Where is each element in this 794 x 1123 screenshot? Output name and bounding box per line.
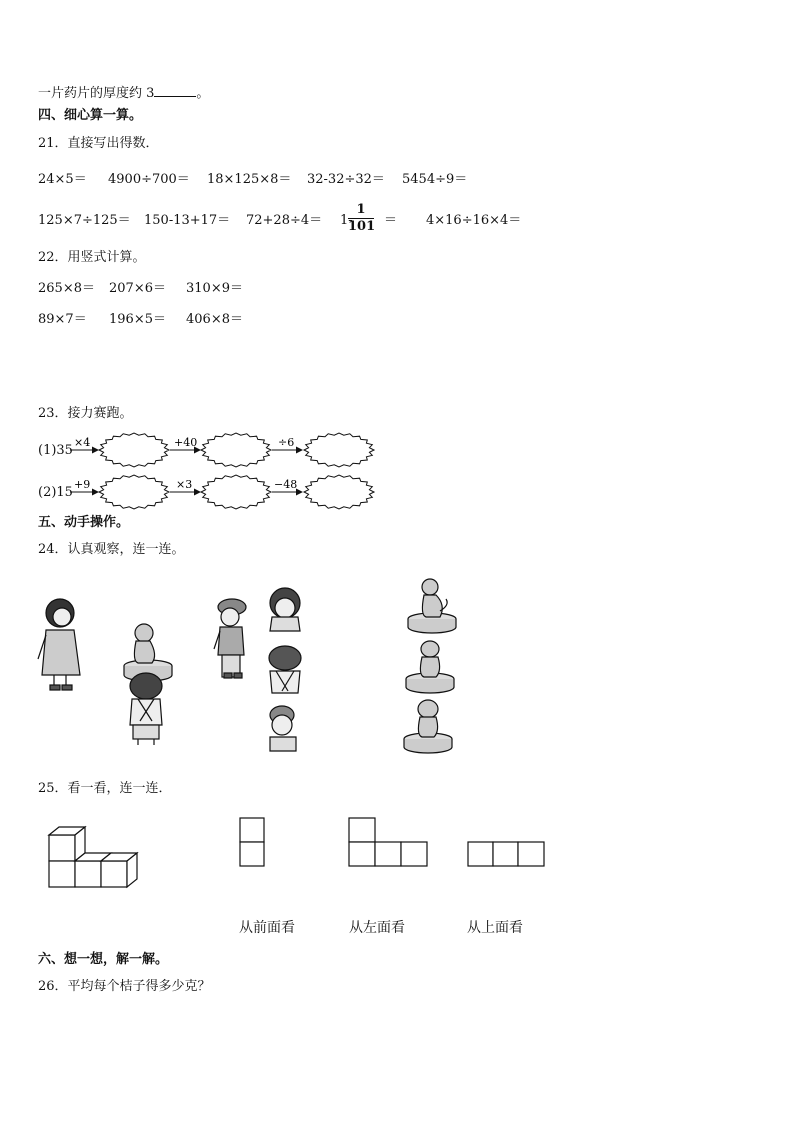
section-6-title: 六、想一想，解一解。 — [38, 952, 169, 967]
label-front-view[interactable]: 从前面看 — [239, 920, 295, 936]
boy-with-cap — [214, 599, 246, 678]
q22-r1-c3: 310×9＝ — [186, 281, 243, 296]
answer-bubble-r2-3[interactable] — [304, 475, 374, 509]
q21-r1-c1: 24×5＝ — [38, 172, 87, 187]
intro-line — [38, 84, 209, 102]
q26-title: 26．平均每个桔子得多少克？ — [38, 979, 211, 994]
op-r1-2: +40 — [174, 436, 198, 449]
q21-r1-c3: 18×125×8＝ — [207, 172, 292, 187]
op-r1-1: ×4 — [74, 436, 91, 449]
cat-view-back — [406, 641, 454, 693]
q21-r2-c2: 150-13+17＝ — [144, 213, 231, 228]
q21-r2-c3: 72+28÷4＝ — [246, 213, 323, 228]
q21-r1-c5: 5454÷9＝ — [402, 172, 468, 187]
q24-illustration — [34, 575, 474, 765]
child-back-view — [130, 673, 162, 745]
cat-view-side — [408, 579, 456, 633]
q21-r2-c1: 125×7÷125＝ — [38, 213, 131, 228]
op-r1-3: ÷6 — [278, 436, 295, 449]
answer-bubble-r2-1[interactable] — [99, 475, 169, 509]
q22-title: 22．用竖式计算。 — [38, 250, 146, 265]
section-4-title: 四、细心算一算。 — [38, 108, 143, 123]
cat-view-front — [404, 700, 452, 753]
q21-r1-c2: 4900÷700＝ — [108, 172, 190, 187]
q25-title: 25．看一看，连一连． — [38, 781, 172, 796]
cat-on-pedestal — [124, 624, 172, 681]
q22-r1-c1: 265×8＝ — [38, 281, 95, 296]
fraction — [348, 203, 374, 234]
view-option-3[interactable] — [468, 842, 544, 866]
answer-blank[interactable] — [154, 84, 196, 97]
q21-r1-c4: 32-32÷32＝ — [307, 172, 385, 187]
answer-bubble-r2-2[interactable] — [201, 475, 271, 509]
op-r2-1: +9 — [74, 478, 91, 491]
fraction-numerator: 1 — [356, 202, 366, 217]
op-r2-2: ×3 — [176, 478, 193, 491]
section-5-title: 五、动手操作。 — [38, 515, 130, 530]
label-top-view[interactable]: 从上面看 — [467, 920, 523, 936]
q22-r2-c1: 89×7＝ — [38, 312, 87, 327]
q22-r2-c2: 196×5＝ — [109, 312, 166, 327]
q23-title: 23．接力赛跑。 — [38, 406, 133, 421]
head-child-back — [269, 646, 301, 693]
relay-row1-start: (1)35 — [38, 443, 73, 458]
girl-figure — [38, 599, 80, 690]
answer-bubble-r1-1[interactable] — [99, 433, 169, 467]
q24-title: 24．认真观察，连一连。 — [38, 542, 185, 557]
q22-r1-c2: 207×6＝ — [109, 281, 166, 296]
head-girl-front — [270, 588, 300, 631]
view-option-2[interactable] — [349, 818, 427, 866]
cube-stack-3d — [49, 827, 137, 887]
q21-r2-one-minus: 1- — [340, 213, 353, 228]
view-option-1[interactable] — [240, 818, 264, 866]
relay-diagram — [66, 425, 466, 525]
q21-r2-c6: 4×16÷16×4＝ — [426, 213, 522, 228]
head-boy-side — [270, 706, 296, 751]
label-left-view[interactable]: 从左面看 — [349, 920, 405, 936]
q21-title: 21．直接写出得数． — [38, 136, 159, 151]
answer-bubble-r1-2[interactable] — [201, 433, 271, 467]
op-r2-3: −48 — [274, 478, 298, 491]
q21-r2-equals: ＝ — [384, 213, 398, 228]
q22-r2-c3: 406×8＝ — [186, 312, 243, 327]
answer-bubble-r1-3[interactable] — [304, 433, 374, 467]
fraction-denominator: 101 — [348, 219, 376, 234]
relay-row2-start: (2)15 — [38, 485, 73, 500]
intro-suffix: 。 — [196, 86, 210, 101]
intro-text: 一片药片的厚度约 3 — [38, 86, 155, 101]
q25-figures — [40, 812, 560, 902]
